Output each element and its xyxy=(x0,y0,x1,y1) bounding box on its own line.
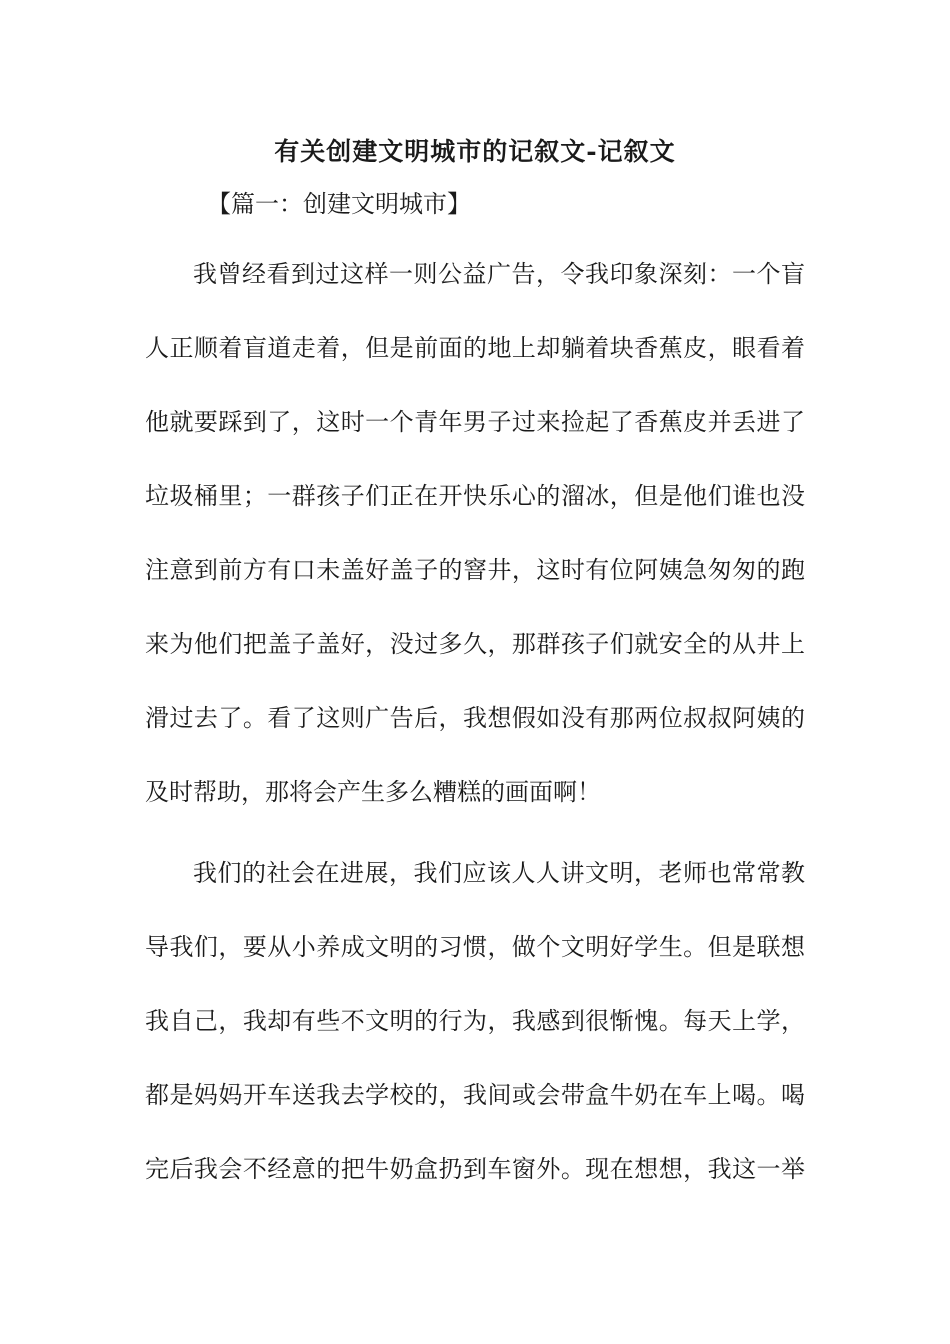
paragraph-line: 我曾经看到过这样一则公益广告，令我印象深刻：一个盲 xyxy=(193,260,805,288)
paragraph-line: 我们的社会在进展，我们应该人人讲文明，老师也常常教 xyxy=(193,859,805,887)
paragraph-line: 完后我会不经意的把牛奶盒扔到车窗外。现在想想，我这一举 xyxy=(145,1155,805,1183)
paragraph-line: 我自己，我却有些不文明的行为，我感到很惭愧。每天上学， xyxy=(145,1007,805,1035)
paragraph-line: 都是妈妈开车送我去学校的，我间或会带盒牛奶在车上喝。喝 xyxy=(145,1081,805,1109)
paragraph-2 xyxy=(145,836,805,1206)
paragraph-line: 人正顺着盲道走着，但是前面的地上却躺着块香蕉皮，眼看着 xyxy=(145,334,805,362)
paragraph-line: 来为他们把盖子盖好，没过多久，那群孩子们就安全的从井上 xyxy=(145,630,805,658)
paragraph-line: 垃圾桶里；一群孩子们正在开快乐心的溜冰，但是他们谁也没 xyxy=(145,482,805,510)
paragraph-line: 滑过去了。看了这则广告后，我想假如没有那两位叔叔阿姨的 xyxy=(145,704,805,732)
paragraph-line: 导我们，要从小养成文明的习惯，做个文明好学生。但是联想 xyxy=(145,933,805,961)
document-title: 有关创建文明城市的记叙文-记叙文 xyxy=(274,137,676,166)
section-heading: 【篇一：创建文明城市】 xyxy=(207,190,471,218)
paragraph-line: 注意到前方有口未盖好盖子的窨井，这时有位阿姨急匆匆的跑 xyxy=(145,556,805,584)
paragraph-1 xyxy=(145,237,805,829)
paragraph-line: 他就要踩到了，这时一个青年男子过来捡起了香蕉皮并丢进了 xyxy=(145,408,805,436)
paragraph-line: 及时帮助，那将会产生多么糟糕的画面啊！ xyxy=(145,778,601,806)
